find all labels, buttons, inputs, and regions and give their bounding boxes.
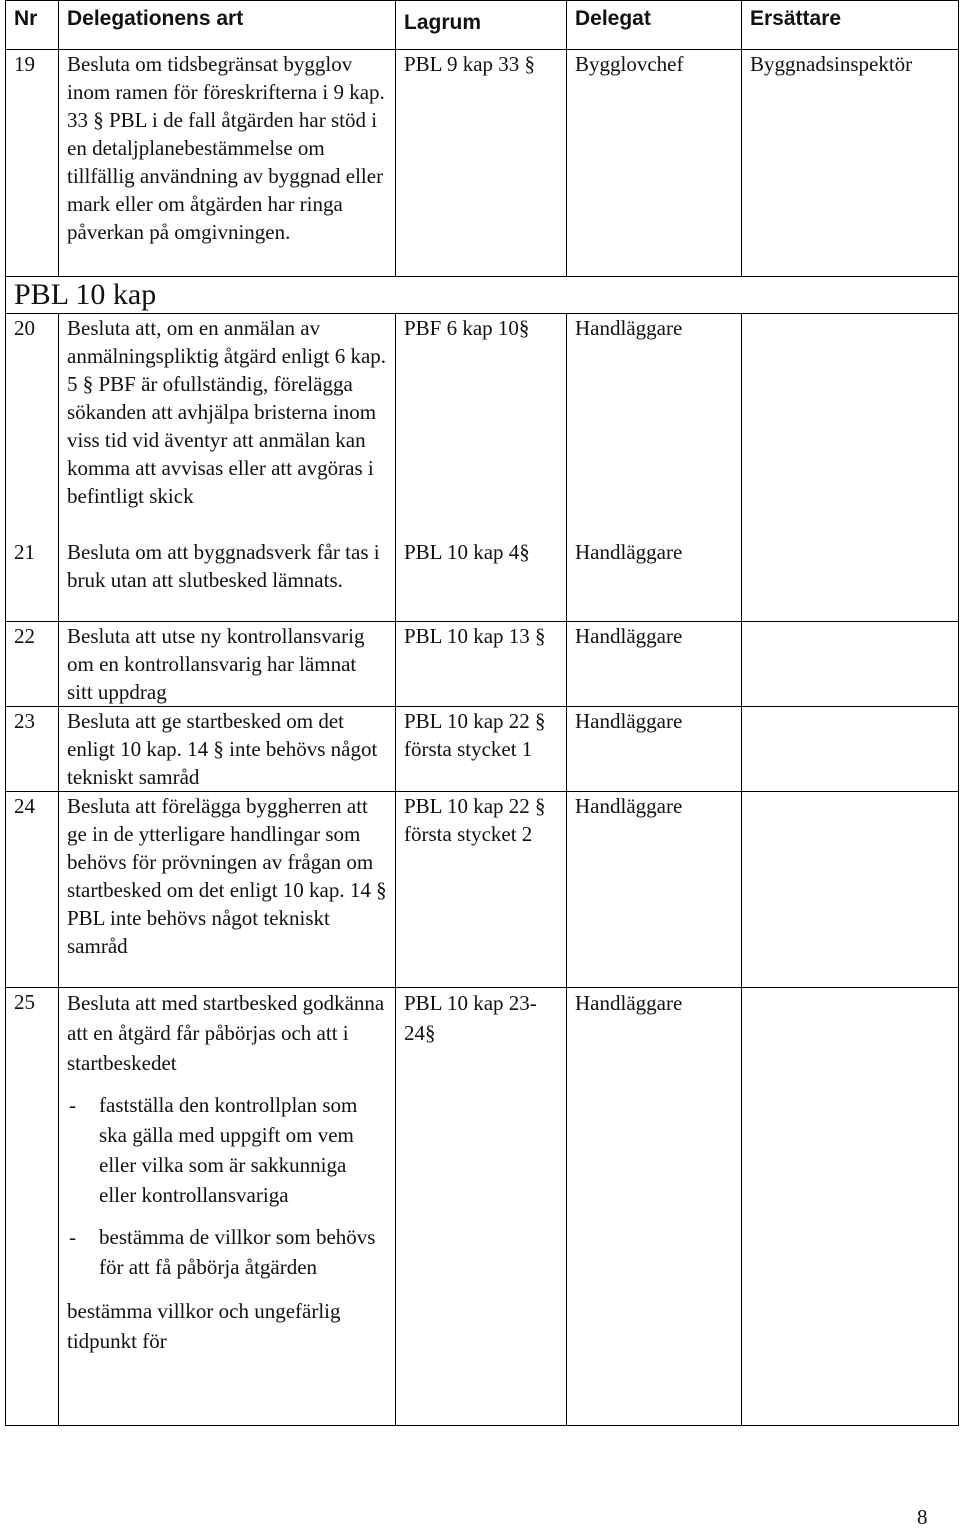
row-23-delegat: Handläggare bbox=[567, 707, 742, 792]
row-23-ersattare bbox=[742, 707, 959, 792]
row-24-lagrum: PBL 10 kap 22 § första stycket 2 bbox=[396, 792, 567, 988]
row-21-ersattare bbox=[742, 538, 959, 622]
row-25-ersattare bbox=[742, 988, 959, 1426]
row-22-nr: 22 bbox=[6, 622, 59, 707]
row-20-delegat: Handläggare bbox=[567, 314, 742, 538]
row-23-art: Besluta att ge startbesked om det enligt 10 kap. 14 § inte behövs något tekniskt samråd bbox=[59, 707, 396, 792]
row-25-art: Besluta att med startbesked godkänna att en åtgärd får påbörjas och att i startbeskedet bbox=[67, 991, 385, 1075]
row-25-delegat: Handläggare bbox=[567, 988, 742, 1426]
row-19-lagrum: PBL 9 kap 33 § bbox=[396, 50, 567, 277]
row-25-bullets bbox=[67, 1090, 387, 1282]
row-21-nr: 21 bbox=[6, 538, 59, 622]
header-ersattare: Ersättare bbox=[742, 1, 959, 50]
header-lagrum: Lagrum bbox=[396, 1, 567, 50]
row-21-lagrum: PBL 10 kap 4§ bbox=[396, 538, 567, 622]
row-25-lagrum: PBL 10 kap 23-24§ bbox=[396, 988, 567, 1426]
row-23-lagrum: PBL 10 kap 22 § första stycket 1 bbox=[396, 707, 567, 792]
row-25-bullet: - fastställa den kontrollplan som ska gälla med uppgift om vem eller vilka som är sakkunniga eller kontrollansvariga bbox=[67, 1090, 387, 1210]
row-25-bullet: - bestämma de villkor som behövs för att få påbörja åtgärden bbox=[67, 1222, 387, 1282]
header-delegat: Delegat bbox=[567, 1, 742, 50]
row-25-tail: bestämma villkor och ungefärlig tidpunkt för bbox=[67, 1299, 341, 1353]
row-20-art: Besluta att, om en anmälan av anmälningspliktig åtgärd enligt 6 kap. 5 § PBF är ofullständig, förelägga sökanden att avhjälpa bristerna inom viss tid vid äventyr att anmälan kan komma att avvisas eller att avgöras i befintligt skick bbox=[59, 314, 396, 538]
row-20-nr: 20 bbox=[6, 314, 59, 538]
row-19-art: Besluta om tidsbegränsat bygglov inom ramen för föreskrifterna i 9 kap. 33 § PBL i de fall åtgärden har stöd i en detaljplanebestämmelse om tillfällig användning av byggnad eller mark eller om åtgärden har ringa påverkan på omgivningen. bbox=[59, 50, 396, 277]
row-23 bbox=[6, 707, 959, 792]
row-19-delegat: Bygglovchef bbox=[567, 50, 742, 277]
row-19 bbox=[6, 50, 959, 277]
row-21 bbox=[6, 538, 959, 622]
row-19-ersattare: Byggnadsinspektör bbox=[742, 50, 959, 277]
row-22-art: Besluta att utse ny kontrollansvarig om en kontrollansvarig har lämnat sitt uppdrag bbox=[59, 622, 396, 707]
header-art: Delegationens art bbox=[59, 1, 396, 50]
row-24 bbox=[6, 792, 959, 988]
row-22-lagrum: PBL 10 kap 13 § bbox=[396, 622, 567, 707]
row-23-nr: 23 bbox=[6, 707, 59, 792]
delegation-table bbox=[5, 0, 959, 1426]
page-number: 8 bbox=[917, 1505, 928, 1529]
row-25-nr: 25 bbox=[6, 988, 59, 1426]
section-row bbox=[6, 277, 959, 314]
row-21-art: Besluta om att byggnadsverk får tas i bruk utan att slutbesked lämnats. bbox=[59, 538, 396, 622]
row-22-ersattare bbox=[742, 622, 959, 707]
row-20 bbox=[6, 314, 959, 538]
header-row bbox=[6, 1, 959, 50]
row-25 bbox=[6, 988, 959, 1426]
row-20-lagrum: PBF 6 kap 10§ bbox=[396, 314, 567, 538]
header-nr: Nr bbox=[6, 1, 59, 50]
row-24-delegat: Handläggare bbox=[567, 792, 742, 988]
row-21-delegat: Handläggare bbox=[567, 538, 742, 622]
row-22 bbox=[6, 622, 959, 707]
row-20-ersattare bbox=[742, 314, 959, 538]
row-25-art-cell bbox=[59, 988, 396, 1426]
row-24-nr: 24 bbox=[6, 792, 59, 988]
section-heading: PBL 10 kap bbox=[6, 277, 959, 314]
row-22-delegat: Handläggare bbox=[567, 622, 742, 707]
row-19-nr: 19 bbox=[6, 50, 59, 277]
row-24-art: Besluta att förelägga byggherren att ge in de ytterligare handlingar som behövs för prövningen av frågan om startbesked om det enligt 10 kap. 14 § PBL inte behövs något tekniskt samråd bbox=[59, 792, 396, 988]
row-24-ersattare bbox=[742, 792, 959, 988]
